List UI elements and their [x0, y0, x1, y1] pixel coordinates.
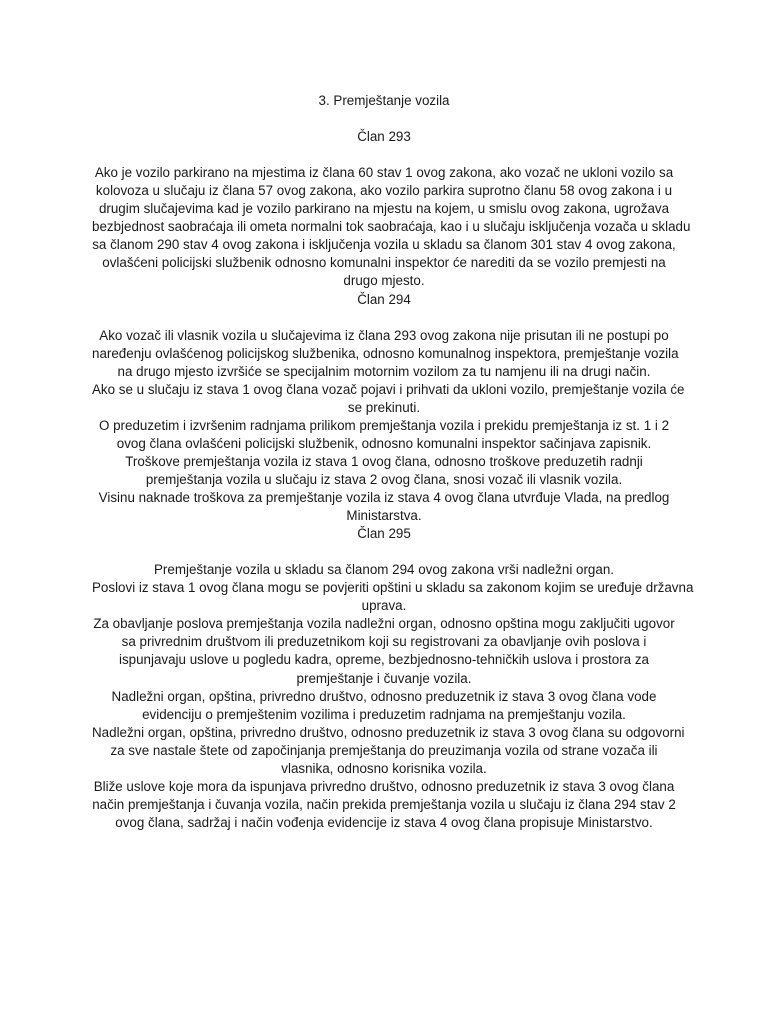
text-line: vlasnika, odnosno korisnika vozila.: [281, 760, 487, 776]
text-line: Nadležni organ, opština, privredno društvo, odnosno preduzetnik iz stava 3 ovog člana su odgovorni: [92, 724, 685, 740]
text-line: Premještanje vozila u skladu sa članom 294 ovog zakona vrši nadležni organ.: [153, 562, 614, 578]
article-body: [92, 164, 691, 290]
text-line: Bliže uslove koje mora da ispunjava privredno društvo, odnosno preduzetnik iz stava 3 ovog člana: [93, 778, 675, 794]
article-294: [92, 291, 685, 526]
text-line: ovlašćeni policijski službenik odnosno komunalni inspektor će narediti da se vozilo premjesti na: [102, 255, 666, 271]
article-body: [92, 327, 685, 526]
text-line: na drugo mjesto izvršiće se specijalnim motornim vozilom za tu namjenu ili na drugi način.: [117, 363, 651, 379]
blank-line: [92, 309, 676, 327]
text-line: premještanja vozila u slučaju iz stava 2 ovog člana, snosi vozač ili vlasnik vozila.: [145, 471, 623, 487]
blank-line: [92, 110, 676, 128]
text-line: naređenju ovlašćenog policijskog službenika, odnosno komunalnog inspektora, premještanje vozila: [92, 345, 679, 361]
text-line: ovog člana, sadržaj i način vođenja evidencije iz stava 4 ovog člana propisuje Ministarstvo.: [115, 814, 653, 830]
article-293: [92, 128, 691, 290]
text-line: ispunjavaju uslove u pogledu kadra, opreme, bezbjednosno-tehničkih uslova i prostora za: [118, 652, 649, 668]
blank-line: [92, 543, 676, 561]
text-line: sa privrednim društvom ili preduzetnikom koji su registrovani za obavljanje ovih poslova i: [121, 634, 647, 650]
text-line: Visinu naknade troškova za premještanje vozila iz stava 4 ovog člana utvrđuje Vlada, na predlog: [98, 490, 670, 506]
text-line: Poslovi iz stava 1 ovog člana mogu se povjeriti opštini u skladu sa zakonom kojim se uređuje državna: [92, 580, 694, 596]
text-line: drugim slučajevima kad je vozilo parkirano na mjestu na kojem, u smislu ovog zakona, ugrožava: [98, 201, 670, 217]
text-line: način premještanja i čuvanja vozila, način prekida premještanja vozila u slučaju iz člana 294 stav 2: [92, 796, 676, 812]
document-page: [92, 92, 694, 832]
text-line: se prekinuti.: [347, 399, 421, 415]
text-line: ovog člana ovlašćeni policijski službenik, odnosno komunalni inspektor sačinjava zapisnik.: [116, 435, 652, 451]
article-heading: Član 293: [357, 129, 411, 145]
text-line: Ministarstva.: [346, 508, 422, 524]
text-line: Troškove premještanja vozila iz stava 1 ovog člana, odnosno troškove preduzetih radnji: [125, 453, 643, 469]
text-line: uprava.: [361, 598, 407, 614]
text-line: za sve nastale štete od započinjanja premještanja do preuzimanja vozila od strane vozača ili: [110, 742, 658, 758]
text-line: kolovoza u slučaju iz člana 57 ovog zakona, ako vozilo parkira suprotno članu 58 ovog zakona i u: [95, 183, 673, 199]
text-line: sa članom 290 stav 4 ovog zakona i isključenja vozila u skladu sa članom 301 stav 4 ovog zakona,: [92, 237, 676, 253]
text-line: Nadležni organ, opština, privredno društvo, odnosno preduzetnik iz stava 3 ovog člana vode: [111, 688, 657, 704]
text-line: Za obavljanje poslova premještanja vozila nadležni organ, odnosno opština mogu zaključiti ugovor: [93, 616, 675, 632]
text-line: evidenciju o premještenim vozilima i preduzetim radnjama na premještanju vozila.: [142, 706, 626, 722]
text-line: Ako se u slučaju iz stava 1 ovog člana vozač pojavi i prihvati da ukloni vozilo, premještanje vozila će: [92, 381, 685, 397]
article-heading: Član 294: [357, 291, 411, 307]
text-line: bezbjednost saobraćaja ili ometa normalni tok saobraćaja, kao i u slučaju isključenja vozača u skladu: [92, 219, 691, 235]
article-heading: Član 295: [357, 526, 411, 542]
text-line: drugo mjesto.: [343, 273, 425, 289]
article-295: [92, 525, 694, 832]
text-line: Ako je vozilo parkirano na mjestima iz člana 60 stav 1 ovog zakona, ako vozač ne ukloni vozilo sa: [94, 165, 674, 181]
blank-line: [92, 146, 676, 164]
article-body: [92, 561, 694, 832]
text-line: Ako vozač ili vlasnik vozila u slučajevima iz člana 293 ovog zakona nije prisutan ili ne postupi po: [99, 327, 669, 343]
section-title: 3. Premještanje vozila: [318, 93, 450, 108]
text-line: O preduzetim i izvršenim radnjama prilikom premještanja vozila i prekidu premještanja iz st. 1 i 2: [98, 417, 670, 433]
text-line: premještanje i čuvanje vozila.: [296, 670, 472, 686]
